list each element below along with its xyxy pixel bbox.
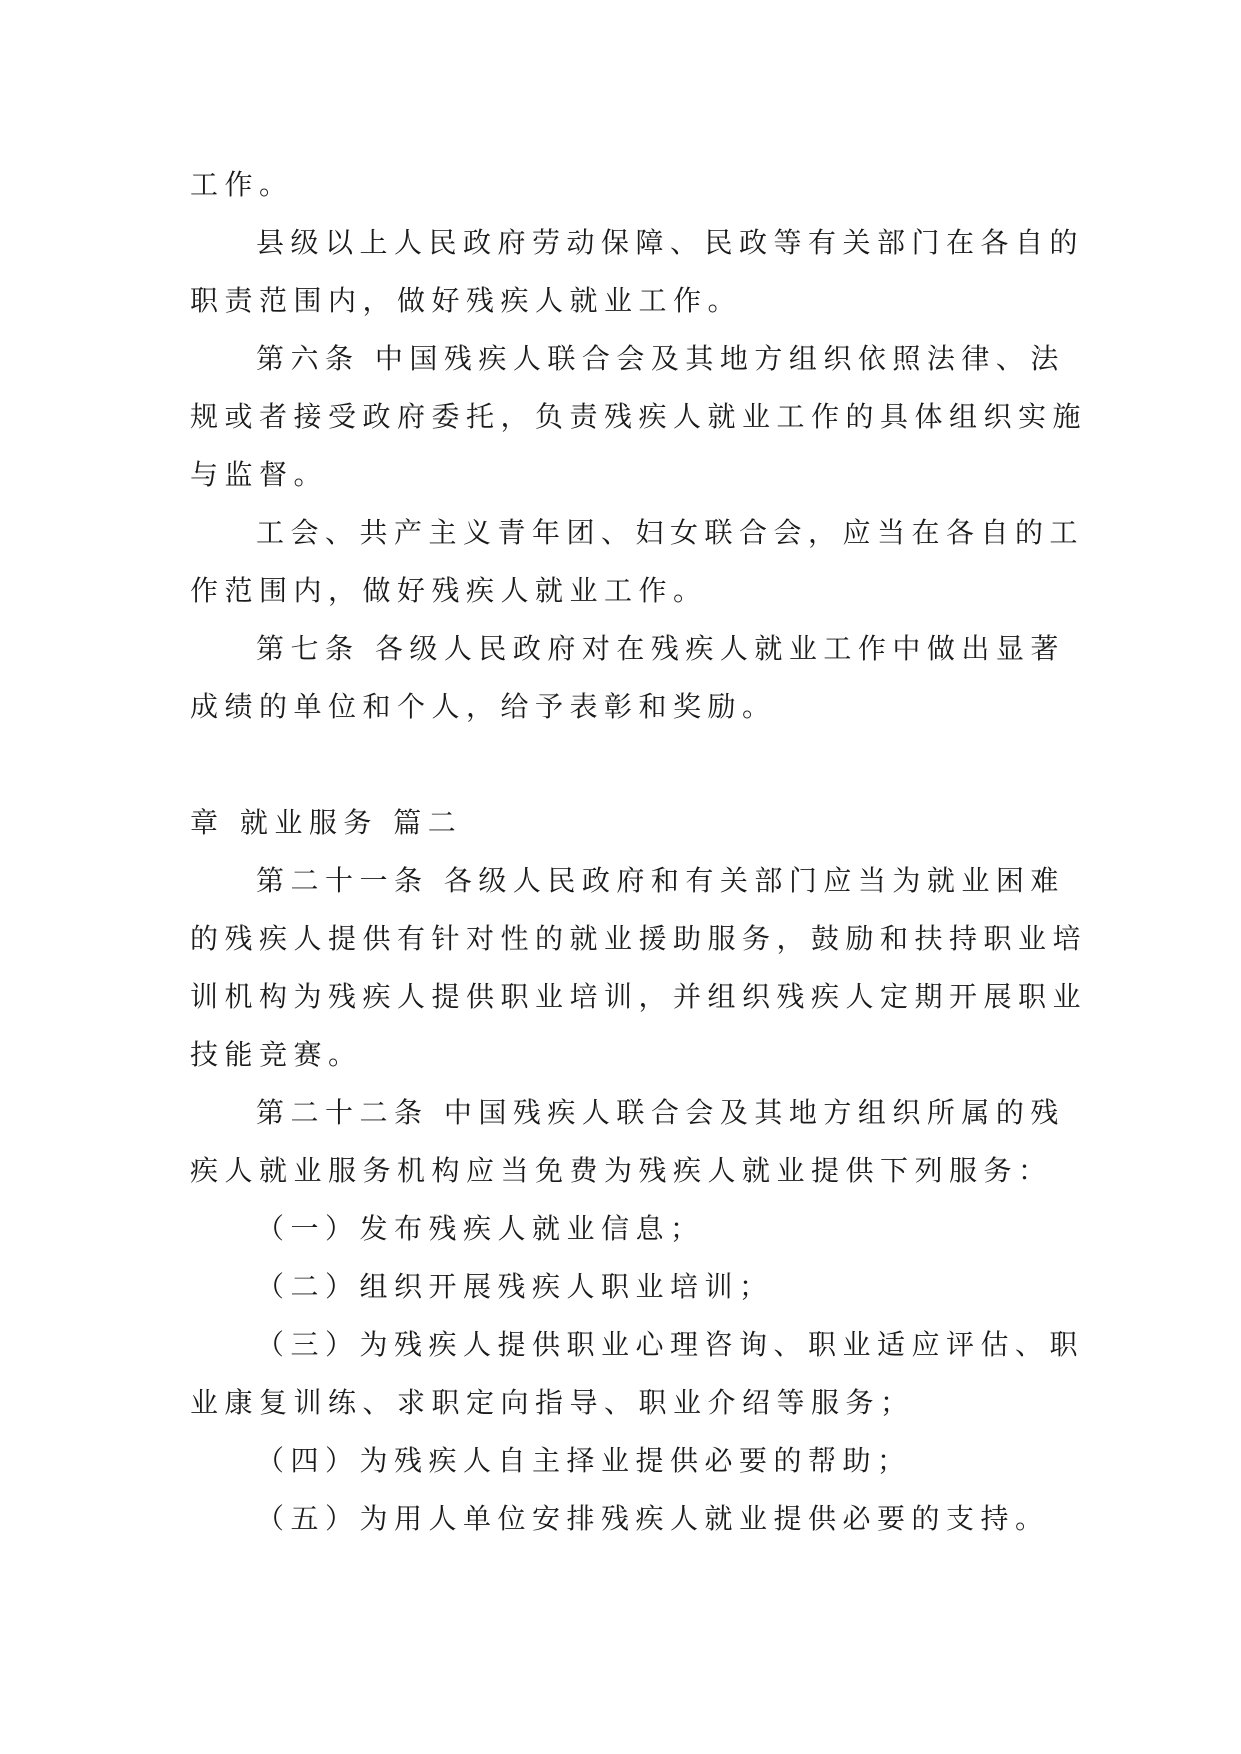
chapter-heading [190,794,1050,852]
text-line: （四）为残疾人自主择业提供必要的帮助； [256,1444,912,1477]
text-line: 与监督。 [190,458,329,491]
text-line: 章 就业服务 篇二 [190,806,463,839]
text-line: 作范围内，做好残疾人就业工作。 [190,574,708,607]
paragraph-unions [190,504,1085,620]
text-line: 训机构为残疾人提供职业培训，并组织残疾人定期开展职业 [190,980,1088,1013]
paragraph-article-7 [190,620,1065,736]
text-line: 规或者接受政府委托，负责残疾人就业工作的具体组织实施 [190,400,1088,433]
text-line: （一）发布残疾人就业信息； [256,1212,705,1245]
text-line: 县级以上人民政府劳动保障、民政等有关部门在各自的 [256,226,1085,259]
text-line: 工作。 [190,168,294,201]
text-line: （三）为残疾人提供职业心理咨询、职业适应评估、职 [256,1328,1085,1361]
list-item-1 [190,1200,1050,1258]
text-line: 第七条 各级人民政府对在残疾人就业工作中做出显著 [256,632,1065,665]
paragraph-article-22 [190,1084,1065,1200]
text-line: 工会、共产主义青年团、妇女联合会，应当在各自的工 [256,516,1085,549]
document-body [190,156,1088,1548]
list-item-2 [190,1258,1050,1316]
list-item-4 [190,1432,1050,1490]
text-line: 第二十一条 各级人民政府和有关部门应当为就业困难 [256,864,1065,897]
text-line: （五）为用人单位安排残疾人就业提供必要的支持。 [256,1502,1050,1535]
text-line: 的残疾人提供有针对性的就业援助服务，鼓励和扶持职业培 [190,922,1088,955]
paragraph-continuation [190,156,1050,214]
paragraph-spacer [190,736,1050,794]
list-item-3 [190,1316,1085,1432]
text-line: 第六条 中国残疾人联合会及其地方组织依照法律、法 [256,342,1065,375]
text-line: 技能竞赛。 [190,1038,363,1071]
paragraph-county-departments [190,214,1085,330]
text-line: 成绩的单位和个人，给予表彰和奖励。 [190,690,777,723]
text-line: （二）组织开展残疾人职业培训； [256,1270,774,1303]
text-line: 职责范围内，做好残疾人就业工作。 [190,284,743,317]
text-line: 疾人就业服务机构应当免费为残疾人就业提供下列服务： [190,1154,1053,1187]
text-line: 业康复训练、求职定向指导、职业介绍等服务； [190,1386,915,1419]
list-item-5 [190,1490,1050,1548]
text-line: 第二十二条 中国残疾人联合会及其地方组织所属的残 [256,1096,1065,1129]
paragraph-article-6 [190,330,1088,504]
paragraph-article-21 [190,852,1088,1084]
